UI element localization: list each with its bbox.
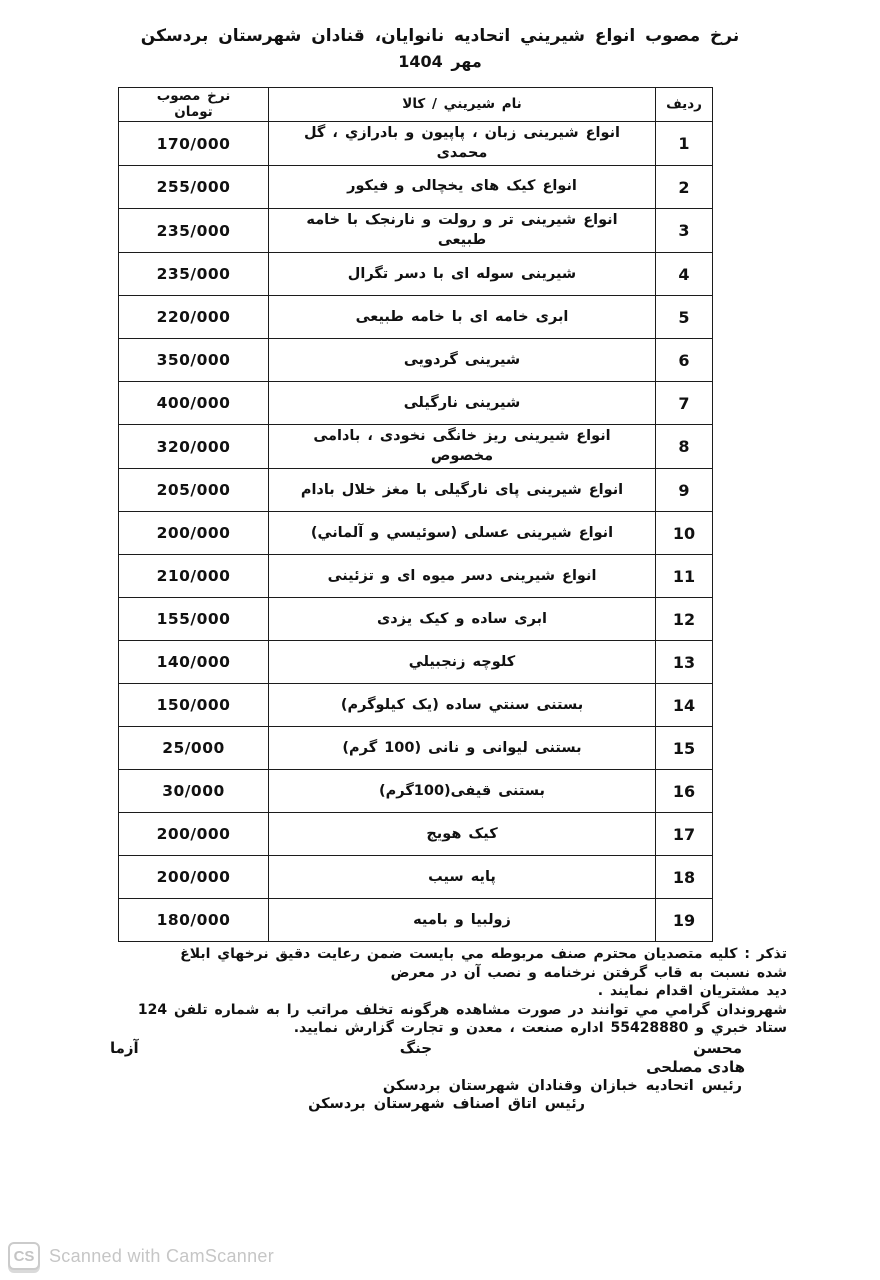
table-row — [119, 770, 713, 813]
price-cell: 220/000 — [119, 296, 269, 339]
signature-name-right: محسن — [693, 1038, 742, 1057]
document-title: نرخ مصوب انواع شيريني اتحاديه نانوايان، قنادان شهرستان بردسكن — [140, 26, 740, 46]
item-name-cell: شيرينى نارگيلى — [269, 382, 656, 425]
table-row — [119, 641, 713, 684]
signature-role-union-head: رئيس اتحاديه خبازان وقنادان شهرستان بردسكن — [382, 1077, 742, 1094]
row-number-cell: 1 — [656, 122, 713, 166]
price-cell: 25/000 — [119, 727, 269, 770]
row-number-cell: 17 — [656, 813, 713, 856]
row-number-cell: 13 — [656, 641, 713, 684]
price-cell: 235/000 — [119, 253, 269, 296]
price-table — [118, 87, 713, 942]
document-header — [0, 0, 880, 71]
price-table-body — [119, 122, 713, 942]
signature-name-left: آزما — [110, 1038, 139, 1057]
item-name-cell: شيرينى سوله اى با دسر تگرال — [269, 253, 656, 296]
price-cell: 200/000 — [119, 813, 269, 856]
row-number-cell: 4 — [656, 253, 713, 296]
row-number-cell: 10 — [656, 512, 713, 555]
item-name-cell: شيرينى گردويى — [269, 339, 656, 382]
price-cell: 30/000 — [119, 770, 269, 813]
price-cell: 200/000 — [119, 512, 269, 555]
price-cell: 210/000 — [119, 555, 269, 598]
row-number-cell: 9 — [656, 469, 713, 512]
remark-paragraph — [95, 945, 787, 1037]
row-number-cell: 14 — [656, 684, 713, 727]
row-number-cell: 16 — [656, 770, 713, 813]
signature-name-center: جنگ — [399, 1038, 433, 1057]
item-name-cell: انواع شيرينى عسلى (سوئيسي و آلماني) — [269, 512, 656, 555]
item-name-cell: انواع شيرينى ريز خانگى نخودى ، بادامى مخصوص — [269, 425, 656, 469]
price-cell: 150/000 — [119, 684, 269, 727]
item-name-cell: انواع شيرينى دسر ميوه اى و تزئينى — [269, 555, 656, 598]
table-row — [119, 727, 713, 770]
price-header-line2: تومان — [174, 103, 213, 120]
table-row — [119, 813, 713, 856]
table-row — [119, 598, 713, 641]
item-name-cell: بستنى قيفى(100گرم) — [269, 770, 656, 813]
row-number-cell: 7 — [656, 382, 713, 425]
camscanner-watermark — [8, 1242, 274, 1270]
item-name-cell: پايه سيب — [269, 856, 656, 899]
item-name-cell: انواع شيرينى پاى نارگيلى با مغز خلال بادام — [269, 469, 656, 512]
price-cell: 400/000 — [119, 382, 269, 425]
row-number-cell: 3 — [656, 209, 713, 253]
remark-line-2-right: شده نسبت به قاب گرفتن نرخنامه و نصب آن — [463, 964, 787, 981]
remark-line-5: ستاد خبري و 55428880 اداره صنعت ، معدن و تجارت گزارش نماييد. — [293, 1020, 787, 1037]
table-row — [119, 253, 713, 296]
row-number-cell: 19 — [656, 899, 713, 942]
table-row — [119, 856, 713, 899]
table-row — [119, 425, 713, 469]
table-row — [119, 166, 713, 209]
signature-name-secondary: هادى مصلحى — [646, 1057, 745, 1076]
camscanner-badge-icon: CS — [8, 1242, 40, 1270]
price-cell: 320/000 — [119, 425, 269, 469]
row-number-cell: 12 — [656, 598, 713, 641]
item-name-header: نام شيريني / كالا — [269, 88, 656, 122]
table-row — [119, 469, 713, 512]
price-cell: 155/000 — [119, 598, 269, 641]
row-number-cell: 15 — [656, 727, 713, 770]
remark-line-2-left: در معرض — [390, 964, 457, 981]
item-name-cell: ابرى خامه اى با خامه طبيعى — [269, 296, 656, 339]
table-row — [119, 512, 713, 555]
table-row — [119, 339, 713, 382]
row-number-cell: 6 — [656, 339, 713, 382]
price-cell: 170/000 — [119, 122, 269, 166]
row-number-cell: 2 — [656, 166, 713, 209]
table-row — [119, 296, 713, 339]
remark-line-4: شهروندان گرامي مي توانند در صورت مشاهده هرگونه تخلف مراتب را به شماره تلفن 124 — [137, 1001, 787, 1018]
item-name-cell: انواع كيک هاى يخچالى و فيكور — [269, 166, 656, 209]
camscanner-watermark-text: Scanned with CamScanner — [49, 1245, 275, 1266]
remark-line-1: تذكر : كليه متصديان محترم صنف مربوطه مي بايست ضمن رعايت دقيق نرخهاي ابلاغ — [180, 946, 787, 963]
price-cell: 140/000 — [119, 641, 269, 684]
price-cell: 350/000 — [119, 339, 269, 382]
table-row — [119, 899, 713, 942]
item-name-cell: زولبيا و باميه — [269, 899, 656, 942]
item-name-cell: انواع شيرينى زبان ، پاپيون و بادرازي ، گل محمدى — [269, 122, 656, 166]
row-number-cell: 18 — [656, 856, 713, 899]
item-name-cell: بستنى ليوانى و نانى (100 گرم) — [269, 727, 656, 770]
item-name-cell: كيک هويج — [269, 813, 656, 856]
table-row — [119, 209, 713, 253]
price-header — [119, 88, 269, 122]
table-row — [119, 684, 713, 727]
price-header-line1: نرخ مصوب — [156, 88, 231, 104]
row-number-cell: 5 — [656, 296, 713, 339]
table-row — [119, 382, 713, 425]
table-header-row — [119, 88, 713, 122]
row-number-cell: 8 — [656, 425, 713, 469]
row-number-cell: 11 — [656, 555, 713, 598]
signature-names-row — [110, 1039, 742, 1057]
item-name-cell: كلوچه زنجبيلي — [269, 641, 656, 684]
remark-line-2 — [95, 964, 787, 982]
table-row — [119, 122, 713, 166]
remark-line-3: ديد مشتريان اقدام نمايند . — [597, 983, 787, 1000]
row-number-header: رديف — [656, 88, 713, 122]
price-cell: 235/000 — [119, 209, 269, 253]
signature-role-chamber-head: رئيس اتاق اصناف شهرستان بردسكن — [308, 1095, 585, 1112]
price-cell: 205/000 — [119, 469, 269, 512]
price-cell: 180/000 — [119, 899, 269, 942]
document-subtitle: مهر 1404 — [398, 52, 482, 71]
item-name-cell: بستنى سنتي ساده (يک كيلوگرم) — [269, 684, 656, 727]
price-cell: 255/000 — [119, 166, 269, 209]
item-name-cell: ابرى ساده و كيک يزدى — [269, 598, 656, 641]
item-name-cell: انواع شيرينى تر و رولت و نارنجک با خامه طبيعى — [269, 209, 656, 253]
price-cell: 200/000 — [119, 856, 269, 899]
table-row — [119, 555, 713, 598]
